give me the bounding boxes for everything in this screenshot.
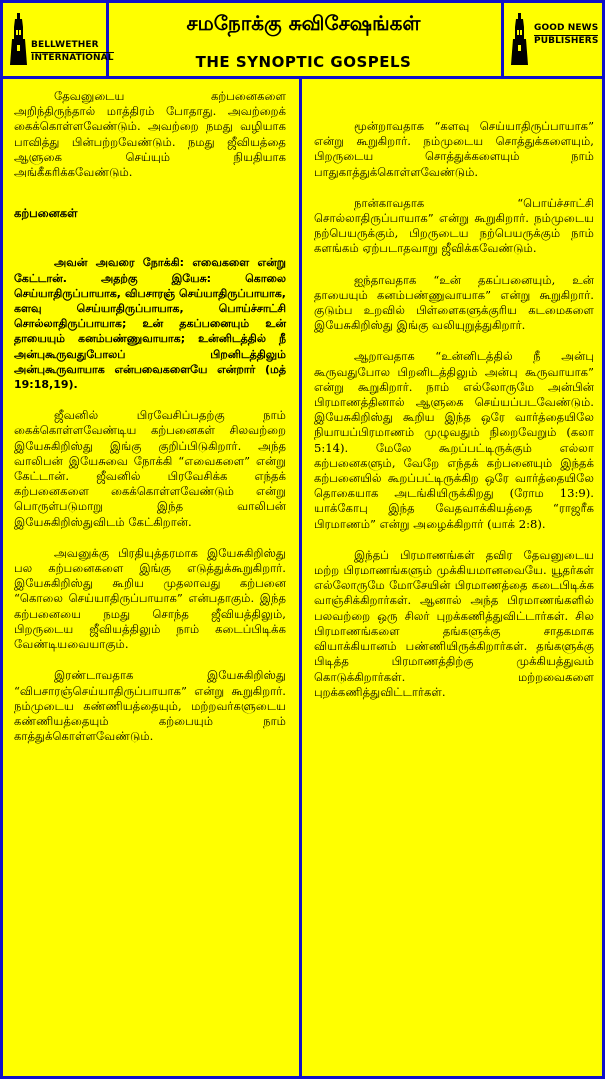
- column-divider: [299, 79, 302, 1076]
- good-news-logo-text: [534, 23, 598, 47]
- logo-left-line2: INTERNATIONAL: [31, 53, 114, 63]
- left-paragraph-4: அவனுக்கு பிரதியுத்தரமாக இயேசுகிறிஸ்து பல கற்பனைகளை இங்கு எடுத்துக்கூறுகிறார். இயேசுகிறிஸ்து கூறிய முதலாவது கற்பனை “கொலை செய்யாதிருப்பாயாக” என்பதாகும். இந்த கற்பனையை நமது சொந்த ஜீவியத்திலும், பிறருடைய ஜீவியத்திலும் நாம் கடைப்பிடிக்க வேண்டியவையாகும்.: [14, 545, 286, 652]
- title-english: THE SYNOPTIC GOSPELS: [195, 53, 412, 71]
- bellwether-logo: [3, 3, 114, 79]
- bellwether-logo-text: [31, 40, 114, 64]
- left-paragraph-1: தேவனுடைய கற்பனைகளை அறிந்திருந்தால் மாத்திரம் போதாது. அவற்றைக் கைக்கொள்ளவேண்டும். அவற்றை நமது வழியாக பாவித்து பின்பற்றவேண்டும். நமது ஜீவியத்தை ஆளுகை செய்யும் நியதியாக அங்கீகரிக்கவேண்டும்.: [14, 89, 286, 180]
- good-news-logo: [501, 3, 602, 79]
- right-paragraph-5: இந்தப் பிரமாணங்கள் தவிர தேவனுடைய மற்ற பிரமாணங்களும் முக்கியமானவையே. யூதர்கள் எல்லோருமே மோசேயின் பிரமாணத்தை கடைபிடிக்க வாஞ்சிக்கிறார்கள். ஆனால் அந்த பிரமாணங்களில் பலவற்றை ஒரு சிலர் புறக்கணித்துவிட்டார்கள். சில பிரமாணங்களை தங்களுக்கு சாதகமாக வியாக்கியானம் பண்ணியிருக்கிறார்கள். தங்களுக்கு பிடித்த பிரமாணத்திற்கு முக்கியத்துவம் கொடுக்கிறார்கள். மற்றவைகளை புறக்கணித்துவிட்டார்கள்.: [314, 547, 594, 699]
- logo-left-line1: BELLWETHER: [31, 40, 114, 53]
- right-paragraph-1: மூன்றாவதாக “களவு செய்யாதிருப்பாயாக” என்று கூறுகிறார். நம்முடைய சொத்துக்களையும், பிறருடைய சொத்துக்களையும் நாம் பாதுகாத்துக்கொள்ளவேண்டும்.: [314, 119, 594, 179]
- page-header: [3, 3, 602, 79]
- right-paragraph-2: நான்காவதாக “பொய்ச்சாட்சி சொல்லாதிருப்பாயாக” என்று கூறுகிறார். நம்முடைய நற்பெயருக்கும், பிறருடைய நற்பெயருக்கும் நாம் களங்கம் ஏற்படாதவாறு ஜீவிக்கவேண்டும்.: [314, 195, 594, 256]
- left-column: [14, 89, 286, 760]
- left-paragraph-3: ஜீவனில் பிரவேசிப்பதற்கு நாம் கைக்கொள்ளவேண்டிய கற்பனைகள் சிலவற்றை இயேசுகிறிஸ்து இங்கு குறிப்பிடுகிறார். அந்த வாலிபன் இயேசுவை நோக்கி “எவைகளை” என்று கேட்டான். ஜீவனில் பிரவேசிக்க எந்தக் கற்பனைகளை கைக்கொள்ளவேண்டும் என்று பொருள்படுமாறு இந்த வாலிபன் இயேசுகிறிஸ்துவிடம் கேட்கிறான்.: [14, 408, 286, 529]
- section-heading: கற்பனைகள்: [14, 206, 78, 221]
- scripture-quote: அவன் அவரை நோக்கி: எவைகளை என்று கேட்டான். அதற்கு இயேசு: கொலை செய்யாதிருப்பாயாக, விபசாரஞ் செய்யாதிருப்பாயாக, களவு செய்யாதிருப்பாயாக, பொய்ச்சாட்சி சொல்லாதிருப்பாயாக; உன் தகப்பனையும் உன் தாயையும் கனம்பண்ணுவாயாக; உன்னிடத்தில் நீ அன்புகூருவதுபோலப் பிறனிடத்திலும் அன்புகூருவாயாக என்பவைகளையே என்றார் (மத் 19:18,19).: [14, 256, 286, 392]
- bell-tower-icon: [9, 13, 29, 65]
- right-paragraph-3: ஐந்தாவதாக “உன் தகப்பனையும், உன் தாயையும் கனம்பண்ணுவாயாக” என்று கூறுகிறார். குடும்ப உறவில் பிள்ளைகளுக்குரிய கடமைகளை இயேசுகிறிஸ்து இங்கு வலியுறுத்துகிறார்.: [314, 272, 594, 333]
- title-tamil: சமநோக்கு சுவிசேஷங்கள்: [186, 11, 421, 35]
- right-column: [314, 119, 594, 716]
- logo-right-line2: PUBLISHERS: [534, 36, 599, 46]
- left-paragraph-5: இரண்டாவதாக இயேசுகிறிஸ்து “விபசாரஞ்செய்யாதிருப்பாயாக” என்று கூறுகிறார். நம்முடைய கண்ணியத்தையும், மற்றவர்களுடைய கண்ணியத்தையும் கற்பையும் நாம் காத்துக்கொள்ளவேண்டும்.: [14, 668, 286, 744]
- logo-right-line1: GOOD NEWS: [534, 23, 598, 36]
- bell-tower-icon: [510, 13, 530, 65]
- right-paragraph-4: ஆறாவதாக “உன்னிடத்தில் நீ அன்பு கூருவதுபோல பிறனிடத்திலும் அன்பு கூருவாயாக” என்று கூறுகிறார். நாம் எல்லோருமே அன்பின் பிரமாணத்தினால் ஆளுகை செய்யப்படவேண்டும். இயேசுகிறிஸ்து கூறிய இந்த ஒரே வார்த்தையிலே நியாயப்பிரமாணம் முழுவதும் நிறைவேறும் (கலா 5:14). மேலே கூறப்பட்டிருக்கும் எல்லா கற்பனைகளும், வேறே எந்தக் கற்பனையும் இந்தக் கற்பனையில் கூறப்பட்டிருக்கிற ஒரே வார்த்தையிலே தொகையாக அடங்கியிருக்கிறது (ரோம 13:9). யாக்கோபு இந்த வேதவாக்கியத்தை “ராஜரீக பிரமாணம்” என்று அழைக்கிறார் (யாக் 2:8).: [314, 349, 594, 531]
